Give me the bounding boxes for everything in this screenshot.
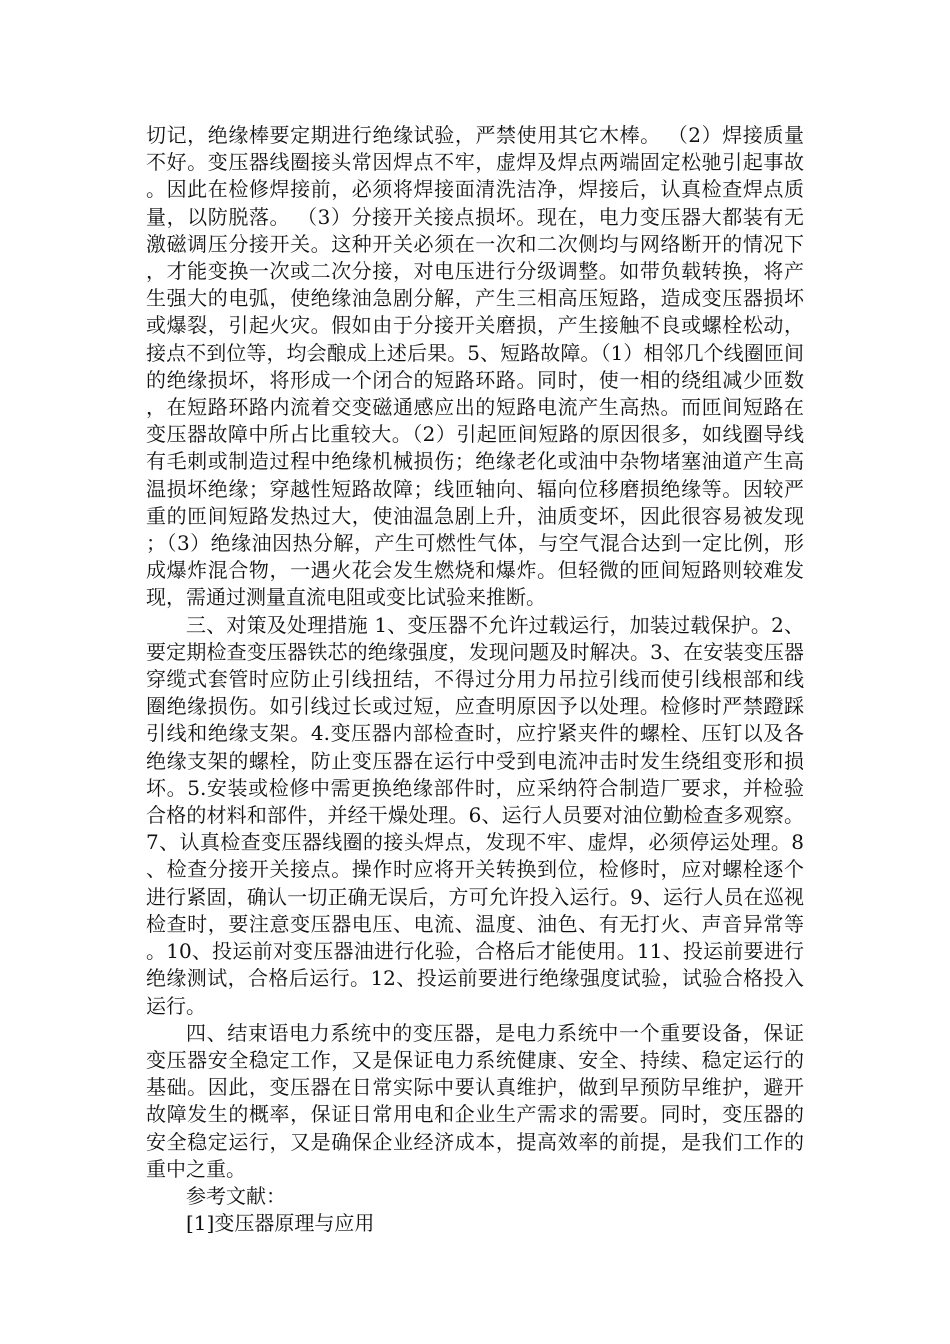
reference-item: [1]变压器原理与应用 bbox=[186, 1211, 375, 1236]
references-heading: 参考文献： bbox=[186, 1183, 286, 1208]
paragraph-fault-analysis: 切记，绝缘棒要定期进行绝缘试验，严禁使用其它木棒。 （2）焊接质量不好。变压器线圈接头常因焊点不牢，虚焊及焊点两端固定松驰引起事故。因此在检修焊接前，必须将焊接面清洗洁净，焊接后，认真检查焊点质量，以防脱落。 （3）分接开关接点损坏。现在，电力变压器大都装有无激磁调压分接开关。这种开关必须在一次和二次侧均与网络断开的情况下，才能变换一次或二次分接，对电压进行分级调整。如带负载转换，将产生强大的电弧，使绝缘油急剧分解，产生三相高压短路，造成变压器损坏或爆裂，引起火灾。假如由于分接开关磨损，产生接触不良或螺栓松动，接点不到位等，均会酿成上述后果。5、短路故障。（1）相邻几个线圈匝间的绝缘损坏，将形成一个闭合的短路环路。同时，使一相的绕组减少匝数，在短路环路内流着交变磁通感应出的短路电流产生高热。而匝间短路在变压器故障中所占比重较大。（2）引起匝间短路的原因很多，如线圈导线有毛刺或制造过程中绝缘机械损伤；绝缘老化或油中杂物堵塞油道产生高温损坏绝缘；穿越性短路故障；线匝轴向、辐向位移磨损绝缘等。因较严重的匝间短路发热过大，使油温急剧上升，油质变坏，因此很容易被发现；（3）绝缘油因热分解，产生可燃性气体，与空气混合达到一定比例，形成爆炸混合物，一遇火花会发生燃烧和爆炸。但轻微的匝间短路则较难发现，需通过测量直流电阻或变比试验来推断。 bbox=[146, 123, 804, 610]
document-page bbox=[146, 122, 804, 1237]
paragraph-conclusion: 四、结束语电力系统中的变压器，是电力系统中一个重要设备，保证变压器安全稳定工作，又是保证电力系统健康、安全、持续、稳定运行的基础。因此，变压器在日常实际中要认真维护，做到早预防早维护，避开故障发生的概率，保证日常用电和企业生产需求的需要。同时，变压器的安全稳定运行，又是确保企业经济成本，提高效率的前提，是我们工作的重中之重。 bbox=[146, 1020, 804, 1181]
paragraph-countermeasures: 三、对策及处理措施 1、变压器不允许过载运行，加装过载保护。2、要定期检查变压器铁芯的绝缘强度，发现问题及时解决。3、在安装变压器穿缆式套管时应防止引线扭结，不得过分用力吊拉引线而使引线根部和线圈绝缘损伤。如引线过长或过短，应查明原因予以处理。检修时严禁蹬踩引线和绝缘支架。4.变压器内部检查时，应拧紧夹件的螺栓、压钉以及各绝缘支架的螺栓，防止变压器在运行中受到电流冲击时发生绕组变形和损坏。5.安装或检修中需更换绝缘部件时，应采纳符合制造厂要求，并检验合格的材料和部件，并经干燥处理。6、运行人员要对油位勤检查多观察。7、认真检查变压器线圈的接头焊点，发现不牢、虚焊，必须停运处理。8、检查分接开关接点。操作时应将开关转换到位，检修时，应对螺栓逐个进行紧固，确认一切正确无误后，方可允许投入运行。9、运行人员在巡视检查时，要注意变压器电压、电流、温度、油色、有无打火、声音异常等。10、投运前对变压器油进行化验，合格后才能使用。11、投运前要进行绝缘测试，合格后运行。12、投运前要进行绝缘强度试验，试验合格投入运行。 bbox=[146, 612, 804, 1018]
